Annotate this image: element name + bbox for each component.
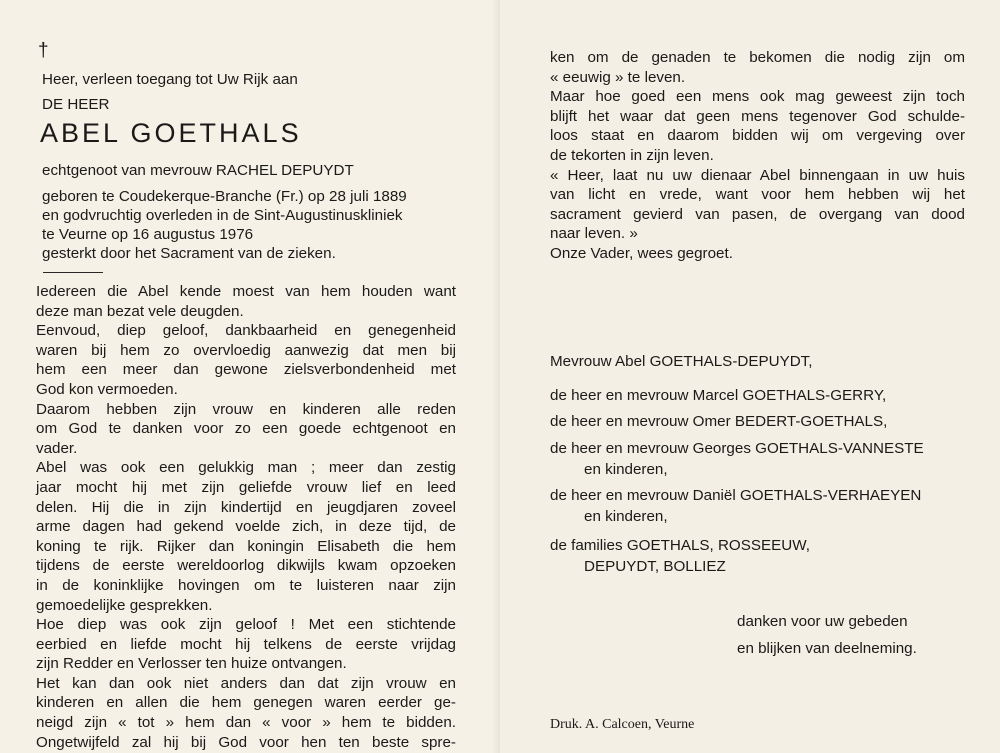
bio-line: te Veurne op 16 augustus 1976 bbox=[42, 226, 254, 243]
text-line: kinderen en allen die hem genegen waren eerder ge- bbox=[36, 694, 456, 712]
invocation-text: Heer, verleen toegang tot Uw Rijk aan bbox=[42, 71, 298, 88]
text-line: deze man bezat vele deugden. bbox=[36, 302, 244, 320]
text-line: de tekorten in zijn leven. bbox=[550, 146, 714, 164]
family-line: DEPUYDT, BOLLIEZ bbox=[584, 558, 726, 575]
divider-rule bbox=[43, 272, 103, 273]
text-line: om God te danken voor zo een goede echtgenoot en bbox=[36, 420, 456, 438]
family-line: de heer en mevrouw Marcel GOETHALS-GERRY, bbox=[550, 387, 887, 404]
text-line: Het kan dan ook niet anders dan dat zijn vrouw en bbox=[36, 674, 456, 692]
text-line: vader. bbox=[36, 439, 78, 457]
right-page bbox=[500, 0, 1000, 753]
text-line: sacrament gevierd van pasen, de overgang van dood bbox=[550, 205, 965, 223]
bio-line: geboren te Coudekerque-Branche (Fr.) op 28 juli 1889 bbox=[42, 188, 407, 205]
family-line: de heer en mevrouw Daniël GOETHALS-VERHAEYEN bbox=[550, 487, 922, 504]
text-line: naar leven. » bbox=[550, 225, 638, 243]
text-line: « Heer, laat nu uw dienaar Abel binnengaan in uw huis bbox=[550, 166, 965, 184]
family-line: en kinderen, bbox=[584, 461, 668, 478]
text-line: gemoedelijke gesprekken. bbox=[36, 596, 213, 614]
family-line: de heer en mevrouw Georges GOETHALS-VANNESTE bbox=[550, 440, 924, 457]
text-line: Hoe diep was ook zijn geloof ! Met een stichtende bbox=[36, 616, 456, 634]
title-prefix: DE HEER bbox=[42, 96, 110, 113]
text-line: arme dagen had gekend voelde zich, in deze tijd, de bbox=[36, 518, 456, 536]
bio-line: en godvruchtig overleden in de Sint-Augustinuskliniek bbox=[42, 207, 403, 224]
text-line: in de koninklijke hovingen om te luisteren naar zijn bbox=[36, 576, 456, 594]
text-line: koning te rijk. Rijker dan koningin Elisabeth die hem bbox=[36, 537, 456, 555]
text-line: van licht en vrede, want voor hem hebben wij het bbox=[550, 186, 965, 204]
text-line: blijft het waar dat geen mens tegenover God schulde- bbox=[550, 107, 965, 125]
bio-line: gesterkt door het Sacrament van de zieken. bbox=[42, 245, 336, 262]
family-line: Mevrouw Abel GOETHALS-DEPUYDT, bbox=[550, 353, 813, 370]
text-line: Abel was ook een gelukkig man ; meer dan zestig bbox=[36, 459, 456, 477]
text-line: jaar mocht hij met zijn geliefde vrouw lief en leed bbox=[36, 478, 456, 496]
thanks-line: danken voor uw gebeden bbox=[737, 613, 908, 630]
text-line: waren bij hem zo overvloedig aanwezig dat men bij bbox=[36, 341, 456, 359]
text-line: God kon vermoeden. bbox=[36, 380, 178, 398]
text-line: Iedereen die Abel kende moest van hem houden want bbox=[36, 283, 456, 300]
text-line: ken om de genaden te bekomen die nodig zijn om bbox=[550, 49, 965, 66]
family-line: en kinderen, bbox=[584, 508, 668, 525]
deceased-name: ABEL GOETHALS bbox=[40, 118, 302, 148]
text-line: Ongetwijfeld zal hij bij God voor hen ten beste spre- bbox=[36, 733, 456, 751]
text-line: eerbied en liefde mocht hij telkens de eerste vrijdag bbox=[36, 635, 456, 653]
text-line: zijn Redder en Verlosser ten huize ontvangen. bbox=[36, 655, 347, 673]
text-line: « eeuwig » te leven. bbox=[550, 68, 686, 86]
text-line: Maar hoe goed een mens ook mag geweest zijn toch bbox=[550, 88, 965, 106]
spouse-line: echtgenoot van mevrouw RACHEL DEPUYDT bbox=[42, 162, 354, 179]
text-line: delen. Hij die in zijn kindertijd en jeugdjaren zoveel bbox=[36, 498, 456, 516]
text-line: hem een meer dan gewone zielsverbondenheid met bbox=[36, 361, 456, 379]
text-line: Onze Vader, wees gegroet. bbox=[550, 244, 733, 262]
text-line: loos staat en daarom bidden wij om vergeving over bbox=[550, 127, 965, 145]
text-line: neigd zijn « tot » hem dan « voor » hem te bidden. bbox=[36, 714, 456, 732]
left-body-text bbox=[36, 282, 456, 752]
family-line: de families GOETHALS, ROSSEEUW, bbox=[550, 537, 810, 554]
right-body-text bbox=[550, 48, 965, 264]
thanks-line: en blijken van deelneming. bbox=[737, 640, 917, 657]
family-line: de heer en mevrouw Omer BEDERT-GOETHALS, bbox=[550, 413, 888, 430]
text-line: Eenvoud, diep geloof, dankbaarheid en genegenheid bbox=[36, 322, 456, 340]
text-line: Daarom hebben zijn vrouw en kinderen alle reden bbox=[36, 400, 456, 418]
printer-credit: Druk. A. Calcoen, Veurne bbox=[550, 717, 695, 732]
text-line: tijdens de eerste wereldoorlog dikwijls kwam opzoeken bbox=[36, 557, 456, 575]
cross-icon: † bbox=[38, 40, 49, 61]
